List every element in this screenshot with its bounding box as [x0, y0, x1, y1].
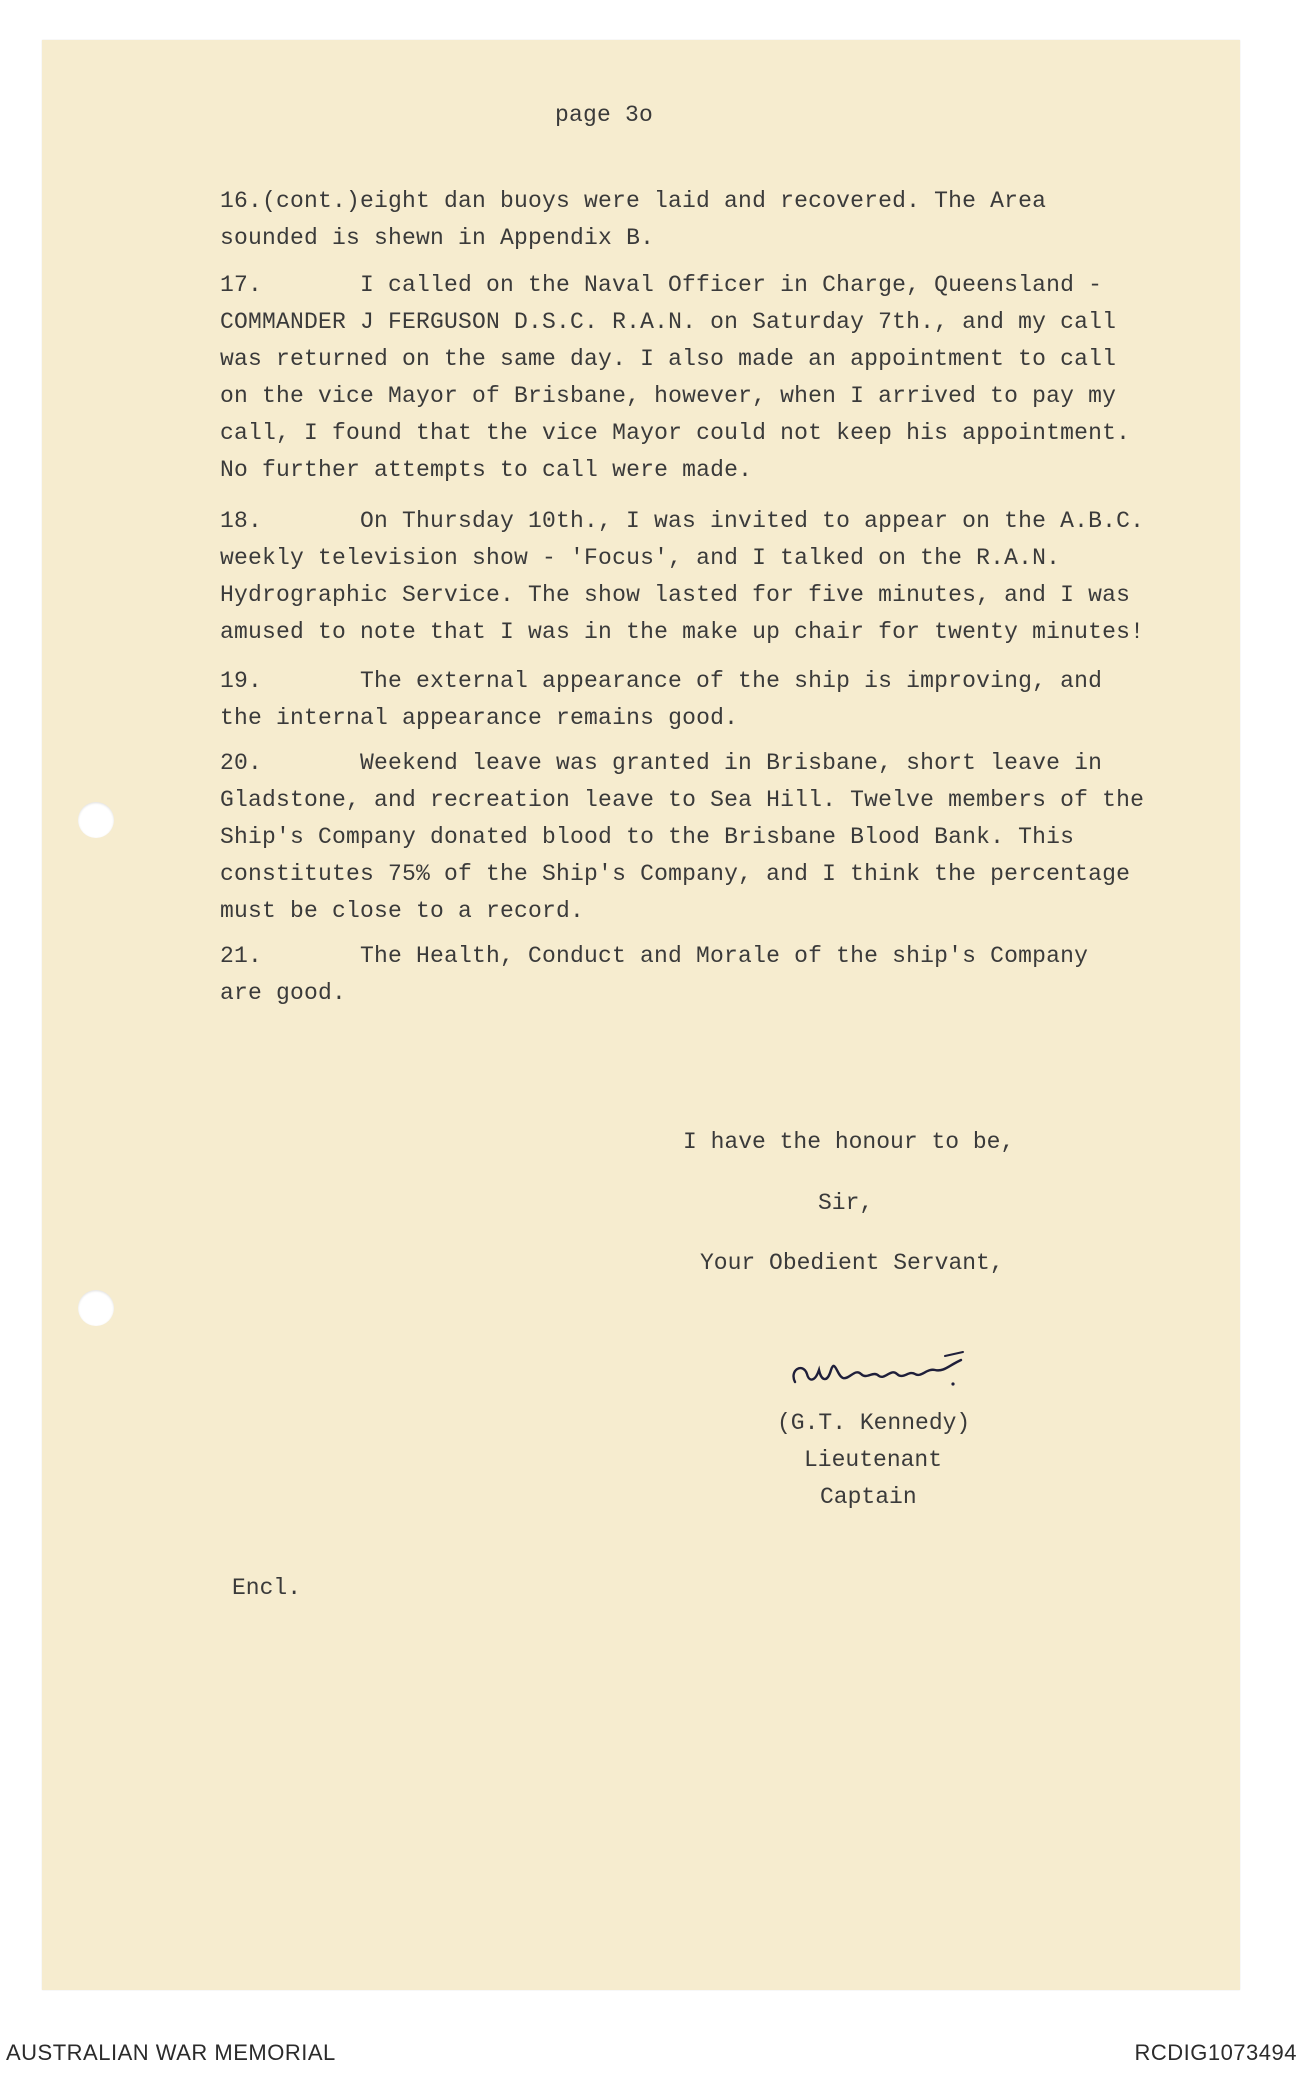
paragraph-line	[220, 220, 1180, 257]
paragraph-line	[220, 415, 1180, 452]
paragraph-number: 16.(cont.)	[220, 188, 361, 214]
paragraph-line	[220, 938, 1180, 975]
footer-reference-id: RCDIG1073494	[1134, 2040, 1297, 2065]
paragraph-text: eight dan buoys were laid and recovered. The Area	[360, 188, 1047, 214]
paragraph-3	[220, 503, 1180, 651]
paragraph-text: Weekend leave was granted in Brisbane, short leave in	[360, 750, 1103, 776]
page-number: page 3o	[555, 102, 654, 128]
paragraph-line	[220, 503, 1180, 540]
paragraph-number: 17.	[220, 272, 263, 298]
paragraph-text: was returned on the same day. I also made an appointment to call	[220, 346, 1117, 372]
paragraph-number: 19.	[220, 668, 263, 694]
paragraph-line	[220, 267, 1180, 304]
paragraph-6	[220, 938, 1180, 1012]
paragraph-text: the internal appearance remains good.	[220, 705, 739, 731]
paragraph-line	[220, 782, 1180, 819]
paragraph-line	[220, 183, 1180, 220]
paragraph-2	[220, 267, 1180, 489]
paragraph-line	[220, 614, 1180, 651]
paragraph-text: weekly television show - 'Focus', and I talked on the R.A.N.	[220, 545, 1061, 571]
paragraph-text: I called on the Naval Officer in Charge, Queensland -	[360, 272, 1103, 298]
paragraph-number: 21.	[220, 943, 263, 969]
signatory-name: (G.T. Kennedy)	[777, 1410, 971, 1436]
punch-hole-bottom	[78, 1290, 114, 1326]
paragraph-line	[220, 745, 1180, 782]
paragraph-text: The Health, Conduct and Morale of the ship's Company	[360, 943, 1089, 969]
paragraph-text: The external appearance of the ship is improving, and	[360, 668, 1103, 694]
paragraph-line	[220, 378, 1180, 415]
paragraph-text: amused to note that I was in the make up chair for twenty minutes!	[220, 619, 1145, 645]
paragraph-text: Gladstone, and recreation leave to Sea Hill. Twelve members of the	[220, 787, 1145, 813]
paragraph-4	[220, 663, 1180, 737]
paragraph-number: 18.	[220, 508, 263, 534]
enclosure-note: Encl.	[232, 1575, 302, 1601]
punch-hole-top	[78, 802, 114, 838]
paragraph-line	[220, 700, 1180, 737]
paragraph-text: COMMANDER J FERGUSON D.S.C. R.A.N. on Saturday 7th., and my call	[220, 309, 1117, 335]
paragraph-line	[220, 663, 1180, 700]
paragraph-text: No further attempts to call were made.	[220, 457, 753, 483]
paragraph-line	[220, 893, 1180, 930]
closing-line-1: I have the honour to be,	[683, 1129, 1015, 1155]
paragraph-text: Hydrographic Service. The show lasted for five minutes, and I was	[220, 582, 1131, 608]
paragraph-line	[220, 452, 1180, 489]
paragraph-line	[220, 341, 1180, 378]
paragraph-text: Ship's Company donated blood to the Brisbane Blood Bank. This	[220, 824, 1075, 850]
paragraph-text: constitutes 75% of the Ship's Company, and I think the percentage	[220, 861, 1131, 887]
paragraph-text: call, I found that the vice Mayor could not keep his appointment.	[220, 420, 1131, 446]
closing-line-3: Your Obedient Servant,	[700, 1250, 1004, 1276]
signatory-rank: Lieutenant	[804, 1447, 943, 1473]
paragraph-text: sounded is shewn in Appendix B.	[220, 225, 655, 251]
paragraph-line	[220, 540, 1180, 577]
paragraph-line	[220, 577, 1180, 614]
paragraph-text: must be close to a record.	[220, 898, 585, 924]
signatory-role: Captain	[820, 1484, 917, 1510]
paragraph-line	[220, 856, 1180, 893]
paragraph-text: are good.	[220, 980, 347, 1006]
paragraph-5	[220, 745, 1180, 930]
paragraph-text: on the vice Mayor of Brisbane, however, when I arrived to pay my	[220, 383, 1117, 409]
footer-institution: AUSTRALIAN WAR MEMORIAL	[6, 2040, 336, 2065]
paragraph-1	[220, 183, 1180, 257]
handwritten-signature	[785, 1340, 985, 1400]
paragraph-line	[220, 975, 1180, 1012]
closing-line-2: Sir,	[818, 1190, 874, 1216]
paragraph-line	[220, 304, 1180, 341]
paragraph-line	[220, 819, 1180, 856]
paragraph-number: 20.	[220, 750, 263, 776]
paragraph-text: On Thursday 10th., I was invited to appear on the A.B.C.	[360, 508, 1145, 534]
